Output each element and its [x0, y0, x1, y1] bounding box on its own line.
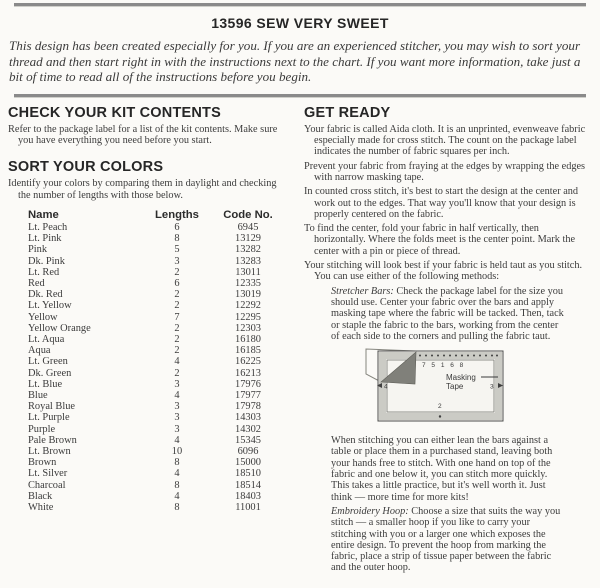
table-row	[28, 491, 290, 502]
get-ready-paragraph-3: In counted cross stitch, it's best to start the design at the center and work out to the edges. That way you'll know that your design is properly centered on the fabric.	[304, 186, 579, 220]
column-header-lengths: Lengths	[155, 208, 199, 221]
table-row	[28, 345, 290, 356]
code-no-cell: 16185	[235, 345, 261, 357]
color-name-cell: Lt. Blue	[28, 378, 63, 390]
stretcher-bars-text: Check the package label for the size you should use. Center your fabric over the bars and apply masking tape where the fabric will be tacked. Then, tack or staple the fabric to the bars, working from the center of each side to the corners and pulling the fabric taut.	[331, 285, 564, 342]
table-row	[28, 379, 290, 390]
table-row	[28, 300, 290, 311]
code-no-cell: 14303	[235, 412, 261, 424]
color-table	[28, 208, 290, 513]
lengths-cell: 2	[174, 289, 180, 301]
color-name-cell: Blue	[28, 390, 48, 402]
code-no-cell: 15000	[235, 457, 261, 469]
code-no-cell: 18403	[235, 490, 261, 502]
check-kit-body: Refer to the package label for a list of the kit contents. Make sure you have everything you need before you start.	[8, 123, 278, 147]
code-no-cell: 12303	[235, 322, 261, 334]
stretcher-bars-illustration	[364, 345, 509, 427]
masking-tape-label-line1: Masking	[446, 373, 476, 383]
color-name-cell: Black	[28, 490, 53, 502]
lengths-cell: 4	[174, 490, 180, 502]
color-name-cell: Pale Brown	[28, 434, 77, 446]
code-no-cell: 14302	[235, 423, 261, 435]
table-row	[28, 412, 290, 423]
code-no-cell: 18510	[235, 468, 261, 480]
intro-paragraph: This design has been created especially for you. If you are an experienced stitcher, you may wish to sort your thread and then start right in with the instructions next to the chart. If you want more information, take just a bit of time to read all of the instructions before you begin.	[9, 38, 581, 85]
color-name-cell: Dk. Pink	[28, 255, 65, 267]
table-row	[28, 267, 290, 278]
color-name-cell: Lt. Yellow	[28, 300, 72, 312]
lengths-cell: 3	[174, 378, 180, 390]
table-row	[28, 424, 290, 435]
table-row	[28, 401, 290, 412]
color-name-cell: Royal Blue	[28, 401, 76, 413]
table-row	[28, 356, 290, 367]
table-row	[28, 244, 290, 255]
table-row	[28, 323, 290, 334]
code-no-cell: 13129	[235, 233, 261, 245]
code-no-cell: 16180	[235, 334, 261, 345]
table-row	[28, 334, 290, 345]
lengths-cell: 7	[174, 311, 180, 323]
section-heading-sort-colors: SORT YOUR COLORS	[8, 159, 164, 176]
page-title: 13596 SEW VERY SWEET	[211, 15, 389, 31]
color-name-cell: Yellow Orange	[28, 322, 91, 334]
table-row	[28, 289, 290, 300]
color-name-cell: Lt. Brown	[28, 446, 71, 458]
color-name-cell: White	[28, 502, 54, 514]
color-name-cell: Lt. Peach	[28, 221, 68, 233]
color-table-header	[28, 208, 290, 222]
lengths-cell: 2	[174, 300, 180, 312]
lengths-cell: 2	[174, 367, 180, 379]
get-ready-paragraph-4: To find the center, fold your fabric in half vertically, then horizontally. Where the folds meet is the center point. Mark the center with a pin or piece of thread.	[304, 223, 576, 257]
left-marker-number: 4	[384, 383, 388, 391]
tack-order-numbers: 7 5 1 6 8	[422, 362, 466, 370]
lengths-cell: 8	[174, 502, 180, 514]
code-no-cell: 17978	[235, 401, 261, 413]
embroidery-hoop-text: Choose a size that suits the way you stitch — a smaller hoop if you like to carry your stitching with you or a larger one which exposes the entire design. To prevent the hoop from marking the fabric, place a strip of tissue paper between the fabric and the outer hoop.	[331, 505, 561, 574]
table-row	[28, 368, 290, 379]
lengths-cell: 8	[174, 457, 180, 469]
two-column-layout	[0, 105, 600, 577]
left-column	[8, 105, 290, 577]
table-row	[28, 435, 290, 446]
lengths-cell: 6	[174, 221, 180, 233]
stretcher-bars-paragraph	[331, 286, 565, 342]
table-row	[28, 222, 290, 233]
lengths-cell: 2	[174, 266, 180, 278]
section-heading-get-ready: GET READY	[304, 104, 391, 121]
color-name-cell: Lt. Purple	[28, 412, 70, 424]
get-ready-paragraph-1: Your fabric is called Aida cloth. It is an unprinted, evenweave fabric especially made for cross stitch. The count on the package label indicates the number of fabric squares per inch.	[304, 123, 586, 158]
lengths-cell: 10	[171, 446, 183, 458]
bottom-tack-dot	[439, 415, 441, 417]
code-no-cell: 13283	[235, 255, 261, 267]
code-no-cell: 13019	[235, 289, 261, 301]
code-no-cell: 17977	[235, 390, 261, 402]
lengths-cell: 4	[174, 356, 180, 368]
column-header-code: Code No.	[223, 208, 273, 221]
code-no-cell: 11001	[235, 502, 261, 514]
sort-colors-body: Identify your colors by comparing them in daylight and checking the number of lengths with those below.	[8, 178, 277, 201]
bottom-marker-number: 2	[438, 403, 442, 411]
color-name-cell: Pink	[28, 244, 48, 256]
color-name-cell: Aqua	[28, 345, 51, 357]
top-divider	[14, 3, 586, 7]
code-no-cell: 17976	[235, 378, 261, 390]
lengths-cell: 5	[174, 244, 180, 256]
code-no-cell: 12292	[235, 300, 261, 312]
embroidery-hoop-paragraph	[331, 506, 565, 574]
color-name-cell: Red	[28, 277, 45, 289]
lengths-cell: 6	[174, 277, 180, 289]
color-name-cell: Lt. Aqua	[28, 334, 65, 345]
color-name-cell: Dk. Green	[28, 367, 72, 379]
color-name-cell: Dk. Red	[28, 289, 63, 301]
code-no-cell: 12295	[235, 311, 261, 323]
table-row	[28, 446, 290, 457]
code-no-cell: 12335	[235, 277, 261, 289]
right-marker-number: 3	[490, 383, 494, 391]
embroidery-hoop-lead: Embroidery Hoop:	[331, 505, 409, 517]
lengths-cell: 8	[174, 479, 180, 491]
table-row	[28, 390, 290, 401]
lengths-cell: 8	[174, 233, 180, 245]
code-no-cell: 16213	[235, 367, 261, 379]
color-name-cell: Lt. Green	[28, 356, 68, 368]
lengths-cell: 2	[174, 322, 180, 334]
lengths-cell: 4	[174, 468, 180, 480]
column-header-name: Name	[28, 208, 59, 221]
color-name-cell: Yellow	[28, 311, 58, 323]
color-table-body	[28, 222, 290, 513]
table-row	[28, 312, 290, 323]
code-no-cell: 18514	[235, 479, 261, 491]
get-ready-paragraph-2: Prevent your fabric from fraying at the edges by wrapping the edges with narrow masking tape.	[304, 160, 586, 183]
code-no-cell: 13282	[235, 244, 261, 256]
lengths-cell: 3	[174, 412, 180, 424]
right-column	[304, 105, 592, 577]
lengths-cell: 2	[174, 345, 180, 357]
table-row	[28, 278, 290, 289]
code-no-cell: 15345	[235, 434, 261, 446]
table-row	[28, 468, 290, 479]
masking-tape-label-line2: Tape	[446, 382, 464, 392]
table-row	[28, 256, 290, 267]
code-no-cell: 16225	[235, 356, 261, 368]
lengths-cell: 3	[174, 255, 180, 267]
lengths-cell: 3	[174, 423, 180, 435]
code-no-cell: 6945	[237, 221, 259, 233]
stretcher-bars-diagram	[364, 345, 592, 432]
lengths-cell: 4	[174, 434, 180, 446]
color-name-cell: Lt. Pink	[28, 233, 62, 245]
lengths-cell: 3	[174, 401, 180, 413]
code-no-cell: 13011	[235, 266, 261, 278]
code-no-cell: 6096	[237, 446, 259, 458]
color-name-cell: Purple	[28, 423, 56, 435]
table-row	[28, 480, 290, 491]
table-row	[28, 233, 290, 244]
color-name-cell: Brown	[28, 457, 57, 469]
color-name-cell: Lt. Silver	[28, 468, 68, 480]
lengths-cell: 2	[174, 334, 180, 345]
color-name-cell: Lt. Red	[28, 266, 60, 278]
stretcher-bars-lead: Stretcher Bars:	[331, 285, 394, 297]
table-row	[28, 457, 290, 468]
table-row	[28, 502, 290, 513]
when-stitching-paragraph: When stitching you can either lean the bars against a table or place them in a purchased stand, leaving both your hands free to stitch. With one hand on top of the fabric and one below it, you can stitch more quickly. This takes a little practice, but it's well worth it. Just think — more time for more kits!	[331, 435, 553, 503]
lengths-cell: 4	[174, 390, 180, 402]
header-divider	[14, 94, 586, 98]
section-heading-check-kit: CHECK YOUR KIT CONTENTS	[8, 104, 221, 121]
color-name-cell: Charcoal	[28, 479, 66, 491]
get-ready-paragraph-5: Your stitching will look best if your fabric is held taut as you stitch. You can use either of the following methods:	[304, 260, 583, 283]
